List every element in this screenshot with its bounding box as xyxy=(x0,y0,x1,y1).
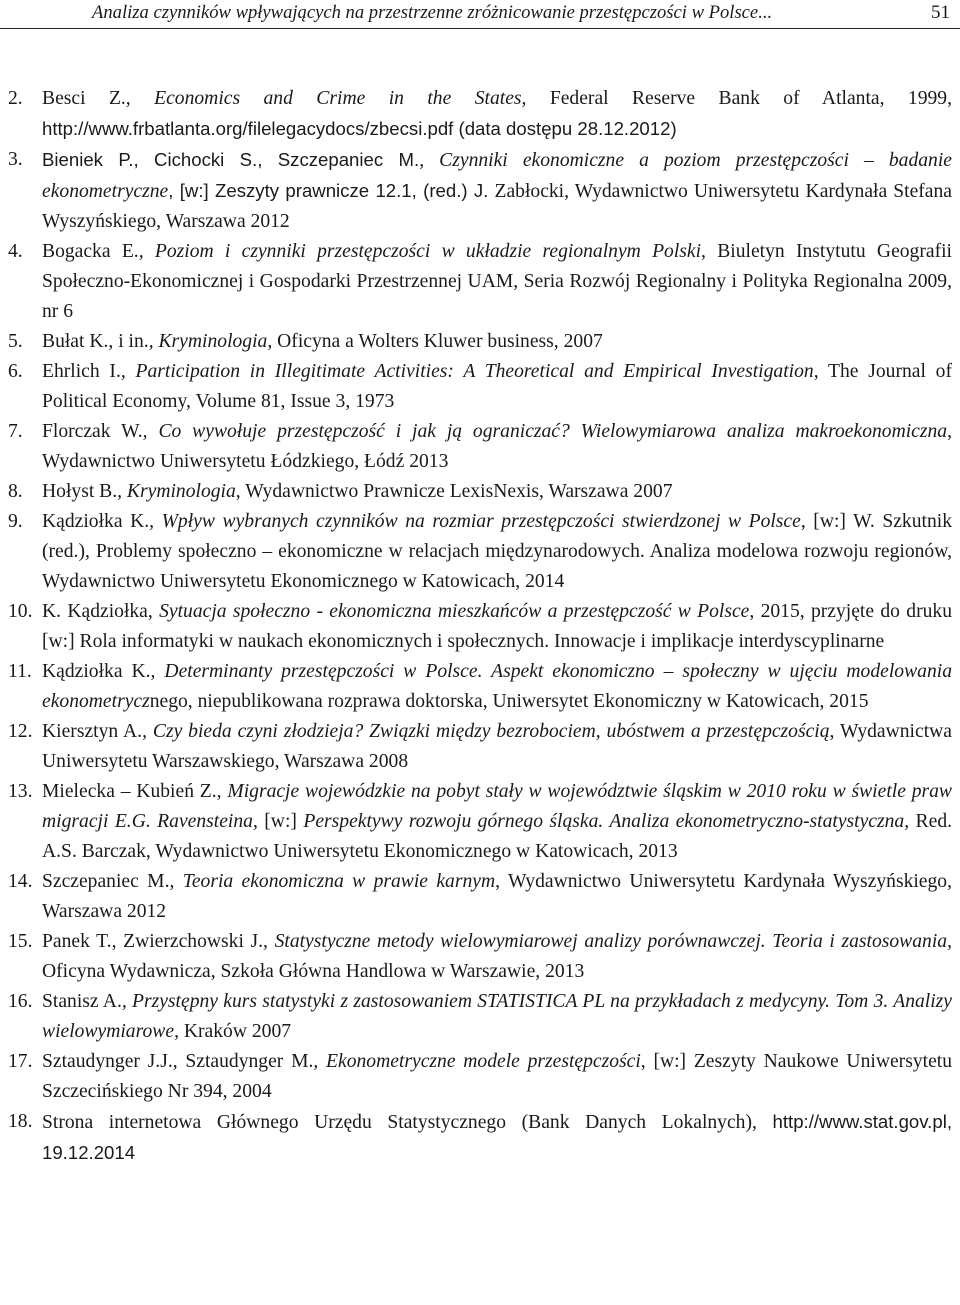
entry-segment: , [w:] Zeszyty Naukowe Uniwersytetu Szczecińskiego Nr 394, 2004 xyxy=(42,1051,952,1102)
entry-title-italic: , Kryminologia xyxy=(148,331,268,352)
entry-segment: , [w:] Zeszyty prawnicze 12.1, (red.) J. xyxy=(168,180,489,201)
entry-title-italic: , Ekonometryczne modele przestępczości xyxy=(313,1051,641,1072)
entry-title-italic: , Kryminologia xyxy=(117,481,236,502)
entry-title-italic: Economics and Crime in the States xyxy=(154,88,522,109)
page-number: 51 xyxy=(931,2,950,23)
entry-segment: , Oficyna Wydawnicza, Szkoła Główna Handlowa w Warszawie, 2013 xyxy=(42,931,952,982)
entry-segment: Florczak W. xyxy=(42,421,143,442)
bibliography-entry xyxy=(8,1047,952,1107)
bibliography-entry xyxy=(8,597,952,657)
bibliography-entry xyxy=(8,327,952,357)
entry-number: 18. xyxy=(8,1111,33,1132)
entry-segment: Szczepaniec M. xyxy=(42,871,170,892)
entry-segment: Mielecka – Kubień Z. xyxy=(42,781,217,802)
entry-segment: , Kraków 2007 xyxy=(174,1021,292,1042)
entry-number: 17. xyxy=(8,1051,33,1072)
entry-title-italic: , Determinanty przestępczości w Polsce. Aspekt ekonomiczno – społeczny w ujęciu modelowania ekonometrycz xyxy=(42,661,952,712)
entry-segment: , [w:] W. Szkutnik (red.), Problemy społeczno – ekonomiczne w relacjach międzynarodowych. Analiza modelowa rozwoju regionów, Wydawnictwo Uniwersytetu Ekonomicznego w Katowicach, 2014 xyxy=(42,511,952,592)
entry-text xyxy=(42,357,952,417)
entry-segment: , Biuletyn Instytutu Geografii Społeczno-Ekonomicznej i Gospodarki Przestrzennej UAM, Seria Rozwój Regionalny i Polityka Regionalna 2009, nr 6 xyxy=(42,241,952,322)
running-title: Analiza czynników wpływających na przestrzenne zróżnicowanie przestępczości w Polsce... xyxy=(92,2,773,23)
entry-title-italic: , Poziom i czynniki przestępczości w układzie regionalnym Polski xyxy=(138,241,702,262)
bibliography-entry xyxy=(8,867,952,927)
entry-text xyxy=(42,477,952,507)
bibliography-entry xyxy=(8,1107,952,1169)
entry-number: 11. xyxy=(8,661,32,682)
entry-segment: , Wydawnictwo Uniwersytetu Łódzkiego, Łódź 2013 xyxy=(42,421,953,472)
entry-segment: , Oficyna a Wolters Kluwer business, 2007 xyxy=(267,331,603,352)
entry-number: 10. xyxy=(8,601,33,622)
entry-text xyxy=(42,987,952,1047)
entry-segment: K. Kądziołka, xyxy=(42,601,160,622)
entry-number: 6. xyxy=(8,361,23,382)
entry-segment: Bułat K., i in. xyxy=(42,331,149,352)
entry-text xyxy=(42,927,952,987)
entry-segment: Kądziołka K. xyxy=(42,511,150,532)
entry-segment: Ehrlich I. xyxy=(42,361,121,382)
entry-number: 16. xyxy=(8,991,33,1012)
entry-number: 7. xyxy=(8,421,23,442)
entry-title-italic: Perspektywy rozwoju górnego śląska. Analiza ekonometryczno-statystyczna, xyxy=(303,811,910,832)
entry-title-italic: , Teoria ekonomiczna w prawie karnym xyxy=(169,871,496,892)
entry-segment: Zabłocki, Wydawnictwo Uniwersytetu Kardynała Stefana Wyszyńskiego, Warszawa 2012 xyxy=(42,181,952,232)
entry-title-italic: , Przystępny kurs statystyki z zastosowaniem STATISTICA PL na przykładach z medycyny. Tom 3. Analizy wielowymiarowe xyxy=(42,991,952,1042)
entry-title-italic: , Participation in Illegitimate Activities: A Theoretical and Empirical Investigation xyxy=(120,361,814,382)
entry-text xyxy=(42,1047,952,1107)
entry-segment: , Wydawnictwo Uniwersytetu Kardynała Wyszyńskiego, Warszawa 2012 xyxy=(42,871,953,922)
entry-title-italic: , Migracje wojewódzkie na pobyt stały w województwie śląskim w 2010 roku w świetle praw migracji E.G. Ravensteina xyxy=(42,781,953,832)
entry-segment: Kiersztyn A. xyxy=(42,721,143,742)
entry-segment: nego, niepublikowana rozprawa doktorska, Uniwersytet Ekonomiczny w Katowicach, 2015 xyxy=(149,691,869,712)
bibliography-entry xyxy=(8,84,952,145)
entry-segment: , 2015, przyjęte do druku [w:] Rola informatyki w naukach ekonomicznych i społecznych. Innowacje i implikacje interdyscyplinarne xyxy=(42,601,953,652)
entry-text xyxy=(42,237,952,327)
entry-segment: , Wydawnictwa Uniwersytetu Warszawskiego, Warszawa 2008 xyxy=(42,721,952,772)
entry-segment: http://www.stat.gov.pl, 19.12.2014 xyxy=(42,1111,952,1163)
entry-title-italic: , Wpływ wybranych czynników na rozmiar przestępczości stwierdzonej w Polsce xyxy=(149,511,801,532)
entry-number: 12. xyxy=(8,721,33,742)
entry-title-italic: Sytuacja społeczno - ekonomiczna mieszkańców a przestępczość w Polsce xyxy=(159,601,750,622)
entry-text xyxy=(42,597,952,657)
entry-segment: , Wydawnictwo Prawnicze LexisNexis, Warszawa 2007 xyxy=(235,481,673,502)
entry-segment: Bieniek P., Cichocki S., Szczepaniec M. xyxy=(42,149,420,170)
entry-number: 8. xyxy=(8,481,23,502)
entry-number: 3. xyxy=(8,149,23,170)
entry-segment: Hołyst B. xyxy=(42,481,118,502)
entry-number: 9. xyxy=(8,511,23,532)
entry-title-italic: , Czynniki ekonomiczne a poziom przestępczości – badanie ekonometryczne xyxy=(42,150,952,202)
entry-number: 2. xyxy=(8,88,23,109)
bibliography-entry xyxy=(8,657,952,717)
bibliography-entry xyxy=(8,927,952,987)
entry-text xyxy=(42,657,952,717)
bibliography-entry xyxy=(8,145,952,237)
entry-text xyxy=(42,777,952,867)
entry-segment: Red. A.S. Barczak, Wydawnictwo Uniwersytetu Ekonomicznego w Katowicach, 2013 xyxy=(42,811,953,862)
entry-segment: , Federal Reserve Bank of Atlanta, 1999, xyxy=(521,88,952,109)
entry-text xyxy=(42,1107,952,1169)
bibliography-list xyxy=(8,84,952,1169)
bibliography-entry xyxy=(8,477,952,507)
entry-text xyxy=(42,145,952,237)
entry-title-italic: , Co wywołuje przestępczość i jak ją ograniczać? Wielowymiarowa analiza makroekonomiczna xyxy=(142,421,948,442)
entry-text xyxy=(42,867,952,927)
entry-number: 15. xyxy=(8,931,33,952)
bibliography-entry xyxy=(8,987,952,1047)
entry-segment: Panek T., Zwierzchowski J. xyxy=(42,931,264,952)
running-header xyxy=(0,0,960,29)
entry-segment: Kądziołka K. xyxy=(42,661,151,682)
entry-segment: Strona internetowa Głównego Urzędu Statystycznego (Bank Danych Lokalnych), xyxy=(42,1112,773,1133)
entry-title-italic: , Statystyczne metody wielowymiarowej analizy porównawczej. Teoria i zastosowania xyxy=(263,931,948,952)
bibliography-entry xyxy=(8,417,952,477)
entry-segment: Stanisz A. xyxy=(42,991,122,1012)
entry-segment: Sztaudynger J.J., Sztaudynger M. xyxy=(42,1051,314,1072)
bibliography-entry xyxy=(8,717,952,777)
entry-segment: Bogacka E. xyxy=(42,241,139,262)
bibliography-entry xyxy=(8,777,952,867)
entry-segment: http://www.frbatlanta.org/filelegacydocs/zbecsi.pdf (data dostępu 28.12.2012) xyxy=(42,118,677,139)
entry-segment: Besci Z., xyxy=(42,88,155,109)
bibliography-entry xyxy=(8,237,952,327)
entry-text xyxy=(42,84,952,145)
entry-text xyxy=(42,327,952,357)
entry-text xyxy=(42,507,952,597)
entry-number: 4. xyxy=(8,241,23,262)
entry-number: 14. xyxy=(8,871,33,892)
bibliography-entry xyxy=(8,507,952,597)
entry-number: 13. xyxy=(8,781,33,802)
entry-segment: , [w:] xyxy=(252,811,304,832)
entry-segment: , The Journal of Political Economy, Volume 81, Issue 3, 1973 xyxy=(42,361,952,412)
entry-text xyxy=(42,717,952,777)
entry-text xyxy=(42,417,952,477)
entry-number: 5. xyxy=(8,331,23,352)
bibliography-entry xyxy=(8,357,952,417)
entry-title-italic: , Czy bieda czyni złodzieja? Związki między bezrobociem, ubóstwem a przestępczością xyxy=(142,721,830,742)
